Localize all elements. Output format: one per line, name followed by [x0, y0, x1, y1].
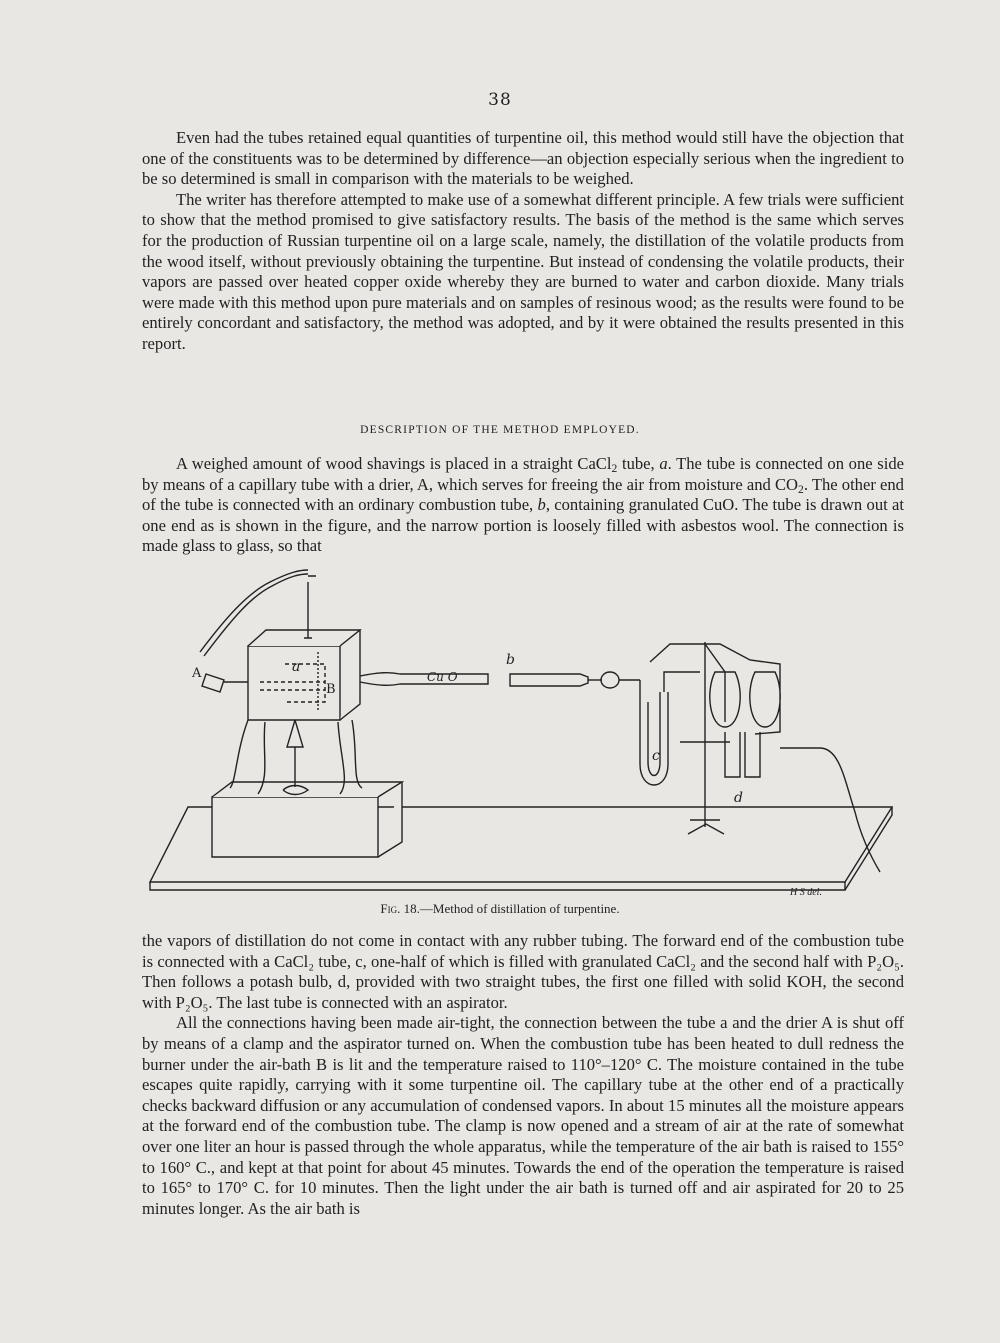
potash-bulb-d: [650, 644, 780, 734]
paragraph-5: All the connections having been made air-tight, the connection between the tube a and the drier A is shut off by means of a clamp and the aspirator turned on. When the combustion tube has been heated to dull redness the burner under the air-bath B is lit and the temperature raised to 110°–120° C. The moisture contained in the tube escapes quite rapidly, carrying with it some turpentine oil. The capillary tube at the other end of a practically checks backward diffusion or any accumulation of condensed vapors. In about 15 minutes all the moisture appears at the forward end of the combustion tube. The clamp is now opened and a stream of air at the rate of somewhat over one liter an hour is passed through the whole apparatus, while the temperature of the air bath is raised to 155° to 160° C., and kept at that point for about 45 minutes. Towards the end of the operation the temperature is raised to 165° to 170° C. for 10 minutes. Then the light under the air bath is turned off and air aspirated for 20 to 25 minutes longer. As the air bath is: [142, 1013, 904, 1218]
caption-text: —Method of distillation of turpentine.: [419, 901, 620, 916]
support-block: [212, 797, 378, 857]
p3-co: CO: [774, 474, 799, 494]
paragraph-4: the vapors of distillation do not come in contact with any rubber tubing. The forward end of the combustion tube is connected with a CaCl₂ tube, c, one-half of which is filled with granulated CaCl₂ and the second half with P₂O₅. Then follows a potash bulb, d, provided with two straight tubes, the first one filled with solid KOH, the second with P₂O₅. The last tube is connected with an aspirator.: [142, 931, 904, 1012]
label-tube-c: c: [652, 748, 660, 764]
p3-text-4: . The other end of the tube is connected with an ordinary combustion tube,: [142, 474, 904, 515]
drier-A: [202, 674, 224, 692]
section-heading: DESCRIPTION OF THE METHOD EMPLOYED.: [360, 424, 640, 436]
paragraph-2: The writer has therefore attempted to make use of a somewhat different principle. A few trials were sufficient to show that the method promised to give satisfactory results. The basis of the method is the same which serves for the production of Russian turpentine oil on a large scale, namely, the distillation of the volatile products from the wood itself, without previously obtaining the turpentine. But instead of condensing the volatile products, their vapors are passed over heated copper oxide whereby they are burned to water and carbon dioxide. Many trials were made with this method upon pure materials and on samples of resinous wood; as the results were found to be entirely concordant and satisfactory, the method was adopted, and by it were obtained the results presented in this report.: [142, 189, 904, 353]
p3-tube-a: a: [659, 454, 668, 473]
apparatus-figure: [140, 552, 900, 897]
figure-signature: H S del.: [790, 887, 822, 898]
label-tube-b: b: [506, 652, 515, 668]
aspirator-hose: [780, 748, 880, 872]
combustion-tube: [360, 673, 488, 686]
label-bulb-d: d: [734, 790, 743, 806]
p3-text-2: tube,: [617, 454, 660, 473]
p3-cacl: CaCl: [577, 454, 612, 473]
page-number: 38: [488, 90, 512, 110]
p3-text-1: A weighed amount of wood shavings is placed in a straight: [176, 454, 578, 473]
figure-caption: [0, 901, 1000, 917]
apparatus-illustration: [140, 552, 900, 897]
retort-stand: [688, 642, 724, 834]
p3-text-5: , containing granulated CuO. The tube is drawn out at one end as is shown in the figure, and the narrow portion is loosely filled with asbestos wool. The connection is made glass to glass, so that: [142, 495, 904, 556]
label-tube-a: a: [292, 659, 301, 675]
p3-cacl-subscript: 2: [611, 462, 618, 475]
p3-tube-b: b: [537, 495, 546, 515]
paragraph-3: [142, 454, 904, 557]
method-text: [142, 454, 904, 557]
caption-prefix: Fig. 18.: [380, 901, 420, 916]
p3-text-3: . The tube is connected on one side by means of a capillary tube with a drier, A, which serves for freeing the air from moisture and: [142, 454, 904, 494]
thermometer: [304, 576, 316, 638]
p3-co-subscript: 2: [798, 482, 804, 496]
intro-text: [142, 128, 904, 355]
paragraph-1: Even had the tubes retained equal quantities of turpentine oil, this method would still have the objection that one of the constituents was to be determined by difference—an objection especially serious when the ingredient to be so determined is small in comparison with the materials to be weighed.: [142, 128, 904, 189]
label-air-bath-B: B: [326, 682, 336, 697]
procedure-text: [142, 931, 904, 1219]
calcium-chloride-tube-c: [640, 680, 668, 785]
label-drier-A: A: [192, 666, 202, 681]
label-cuo: Cu O: [427, 670, 458, 684]
